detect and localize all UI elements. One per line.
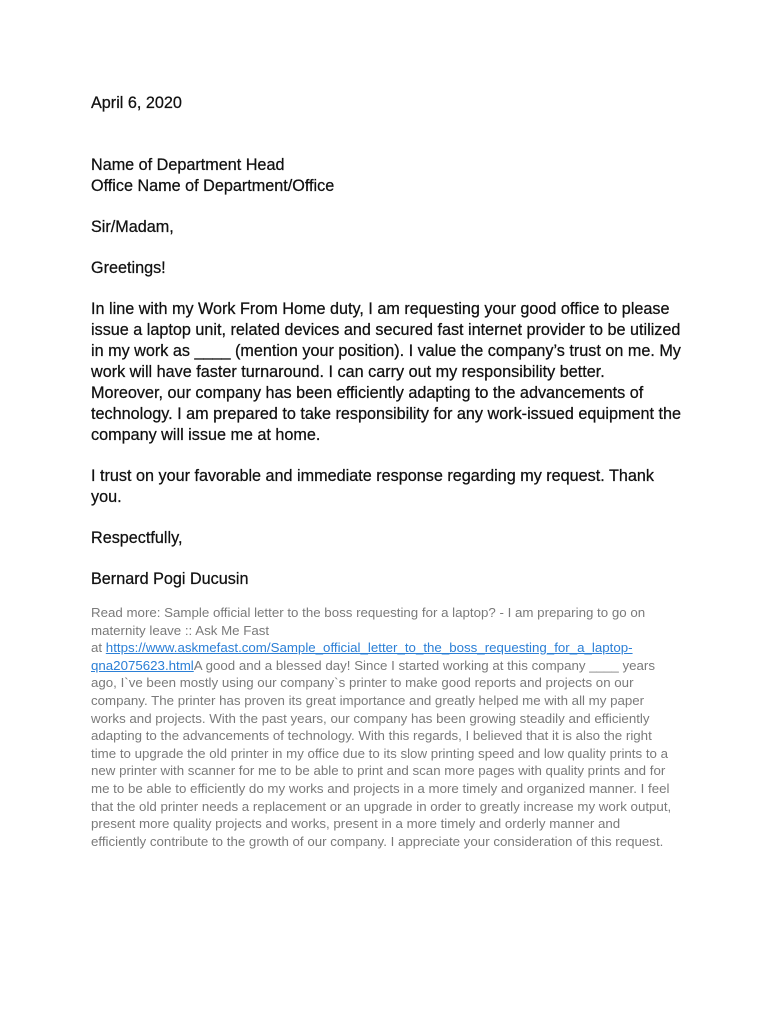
document-page [91, 93, 681, 850]
read-more-continuation: A good and a blessed day! Since I started working at this company ____ years ago, I`ve been mostly using our company`s printer to make good reports and projects on our company. The printer has proven its great importance and greatly helped me with all my paper works and projects. With the past years, our company has been growing steadily and efficiently adapting to the advancements of technology. With this regards, I believed that it is also the right time to upgrade the old printer in my office due to its slow printing speed and low quality prints to a new printer with scanner for me to be able to print and scan more pages with quality prints and for me to be able to efficiently do my works and projects in a more timely and organized manner. I feel that the old printer needs a replacement or an upgrade in order to greatly increase my work output, present more quality projects and works, present in a more timely and orderly manner and efficiently contribute to the growth of our company. I appreciate your consideration of this request. [91, 657, 672, 849]
signoff: Respectfully, [91, 529, 183, 547]
recipient-block [91, 155, 681, 197]
recipient-office: Office Name of Department/Office [91, 177, 335, 195]
source-link[interactable]: https://www.askmefast.com/Sample_official_letter_to_the_boss_requesting_for_a_laptop-qna2075623.html [91, 640, 633, 673]
letter-body [91, 93, 681, 590]
greeting: Greetings! [91, 259, 166, 277]
signature-name: Bernard Pogi Ducusin [91, 570, 249, 588]
closing-paragraph: I trust on your favorable and immediate response regarding my request. Thank you. [91, 467, 654, 506]
recipient-name: Name of Department Head [91, 156, 285, 174]
read-more-prefix: Read more: Sample official letter to the boss requesting for a laptop? - I am preparing to go on maternity leave :: Ask Me Fast [91, 605, 646, 638]
letter-date: April 6, 2020 [91, 94, 182, 112]
letter-body-paragraph: In line with my Work From Home duty, I am requesting your good office to please issue a laptop unit, related devices and secured fast internet provider to be utilized in my work as ____ (mention your position). I value the company’s trust on me. My work will have faster turnaround. I can carry out my responsibility better. Moreover, our company has been efficiently adapting to the advancements of technology. I am prepared to take responsibility for any work-issued equipment the company will issue me at home. [91, 300, 681, 444]
read-more-at-label: at [91, 640, 106, 656]
salutation: Sir/Madam, [91, 218, 174, 236]
read-more-block [91, 604, 676, 850]
